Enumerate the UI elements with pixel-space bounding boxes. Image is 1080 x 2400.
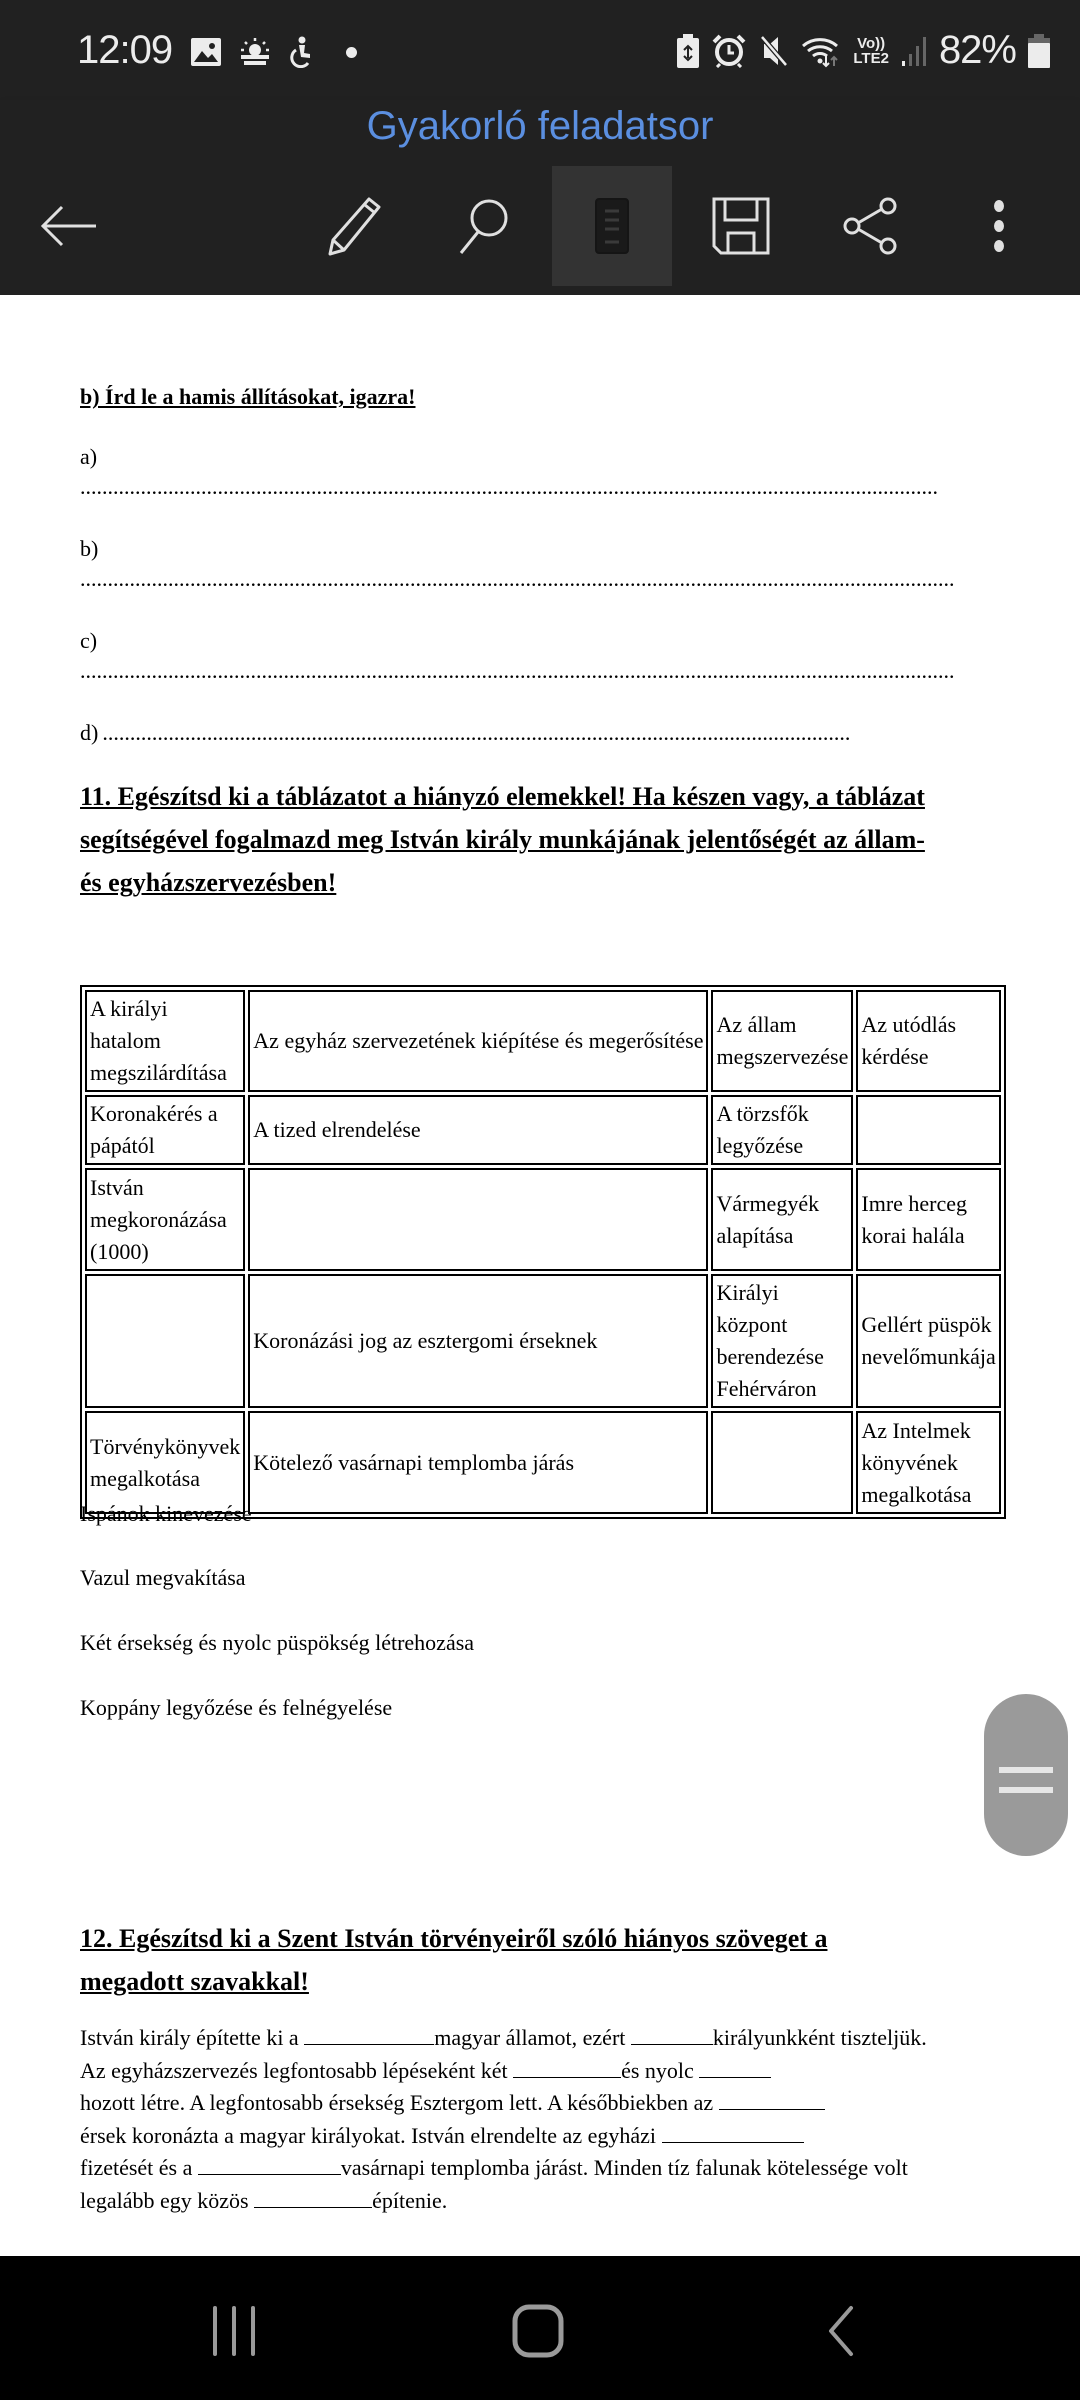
search-icon [453,196,513,256]
status-left-icons [190,36,357,68]
accessibility-icon [288,36,314,68]
blank-field[interactable] [513,2058,621,2078]
battery-saver-icon [677,34,699,68]
table-row [85,1411,1001,1514]
share-icon [840,196,900,256]
table-cell-empty[interactable] [248,1168,708,1271]
volte-lte2-icon: Vo)) LTE2 [853,34,889,67]
blank-field[interactable] [631,2025,713,2045]
table-cell: Az Intelmek könyvének megalkotása [856,1411,1000,1514]
save-button[interactable] [681,166,801,286]
table-cell: A törzsfők legyőzése [711,1095,853,1165]
table-cell: Kötelező vasárnapi templomba járás [248,1411,708,1514]
table-cell-empty[interactable] [85,1274,245,1408]
document-view-icon [592,196,632,256]
table-row [85,1274,1001,1408]
paragraph-line: legalább egy közös építenie. [80,2187,448,2213]
battery-icon [1028,34,1050,68]
table-cell: Királyi központ berendezése Fehérváron [711,1274,853,1408]
blank-field[interactable] [304,2025,434,2045]
paragraph-line: Az egyházszervezés legfontosabb lépéseként két és nyolc [80,2055,1020,2088]
table-cell: Koronázási jog az esztergomi érseknek [248,1274,708,1408]
wifi-icon [801,34,841,68]
blank-field[interactable] [662,2123,804,2143]
table-cell: Az egyház szervezetének kiépítése és megerősítése [248,990,708,1092]
status-bar [0,0,1080,100]
home-icon [511,2303,565,2359]
table-cell-empty[interactable] [711,1411,853,1514]
answer-label-b: b) [80,536,99,561]
paragraph-line: hozott létre. A legfontosabb érsekség Esztergom lett. A későbbiekben az [80,2087,1020,2120]
arrow-left-icon [40,204,100,248]
app-toolbar [0,100,1080,295]
table-cell: Koronakérés a pápától [85,1095,245,1165]
pencil-icon [324,196,384,256]
answer-line-c: ............................................................................................................................................................... [80,658,955,683]
answer-line-d: ........................................................................................................................................ [102,720,851,745]
table-row [85,990,1001,1092]
system-nav-bar [0,2256,1080,2400]
answer-line-b: ............................................................................................................................................................... [80,566,955,591]
weather-icon [238,37,272,67]
more-vertical-icon [989,196,1009,256]
recents-button[interactable] [175,2286,295,2376]
table-cell: A tized elrendelése [248,1095,708,1165]
status-right-icons [677,28,1050,73]
table-cell: Az utódlás kérdése [856,990,1000,1092]
blank-field[interactable] [254,2188,372,2208]
table-cell: Vármegyék alapítása [711,1168,853,1271]
gallery-icon [190,37,222,67]
back-chevron-icon [826,2305,856,2357]
table-cell: István megkoronázása (1000) [85,1168,245,1271]
signal-icon [901,35,927,67]
answer-label-a: a) [80,444,98,469]
document-page[interactable] [0,295,1080,2255]
answer-row-d [80,717,890,749]
section-b-heading: b) Írd le a hamis állításokat, igazra! [80,384,416,409]
table-cell: Gellért püspök nevelőmunkája [856,1274,1000,1408]
paragraph-line: érsek koronázta a magyar királyokat. István elrendelte az egyházi [80,2120,1020,2153]
blank-field[interactable] [719,2090,825,2110]
home-button[interactable] [478,2286,598,2376]
table-cell: Imre herceg korai halála [856,1168,1000,1271]
blank-field[interactable] [699,2058,771,2078]
table-cell: Az állam megszervezése [711,990,853,1092]
floppy-disk-icon [711,196,771,256]
paragraph-line: fizetését és a vasárnapi templomba járást. Minden tíz falunak kötelessége volt [80,2155,908,2180]
table-cell-empty[interactable] [856,1095,1000,1165]
option-item: Két érsekség és nyolc püspökség létrehozása [80,1630,475,1655]
share-button[interactable] [810,166,930,286]
reading-mode-button[interactable] [552,166,672,286]
edit-button[interactable] [294,166,414,286]
status-time: 12:09 [77,28,173,72]
task-12-heading: 12. Egészítsd ki a Szent István törvényeiről szóló hiányos szöveget a megadott szavakkal! [80,1924,828,1996]
battery-percent: 82% [938,28,1016,72]
fast-scroll-handle[interactable] [984,1694,1068,1856]
answer-label-c: c) [80,628,98,653]
more-options-button[interactable] [939,166,1059,286]
search-button[interactable] [423,166,543,286]
document-title: Gyakorló feladatsor [366,104,714,148]
task-12-paragraph [80,2022,1020,2217]
back-nav-button[interactable] [781,2286,901,2376]
recents-icon [210,2305,260,2357]
mute-icon [759,34,789,68]
answer-label-d: d) [80,720,99,745]
option-item: Koppány legyőzése és felnégyelése [80,1695,393,1720]
task-11-table [80,985,1006,1519]
table-row [85,1095,1001,1165]
option-item: Ispánok kinevezése [80,1501,252,1526]
table-row [85,1168,1001,1271]
paragraph-line: István király építette ki a magyar államot, ezért királyunkként tiszteljük. [80,2025,927,2050]
task-11-heading: 11. Egészítsd ki a táblázatot a hiányzó elemekkel! Ha készen vagy, a táblázat segítségével fogalmazd meg István király munkájának jelentőségét az állam- és egyházszervezésben! [80,782,925,897]
table-cell: Törvénykönyvek megalkotása [85,1411,245,1514]
table-cell: A királyi hatalom megszilárdítása [85,990,245,1092]
blank-field[interactable] [198,2155,341,2175]
alarm-icon [711,34,747,68]
notification-dot-icon [346,47,357,58]
back-button[interactable] [10,166,130,286]
answer-line-a: ............................................................................................................................................................ [80,474,938,499]
option-item: Vazul megvakítása [80,1565,246,1590]
